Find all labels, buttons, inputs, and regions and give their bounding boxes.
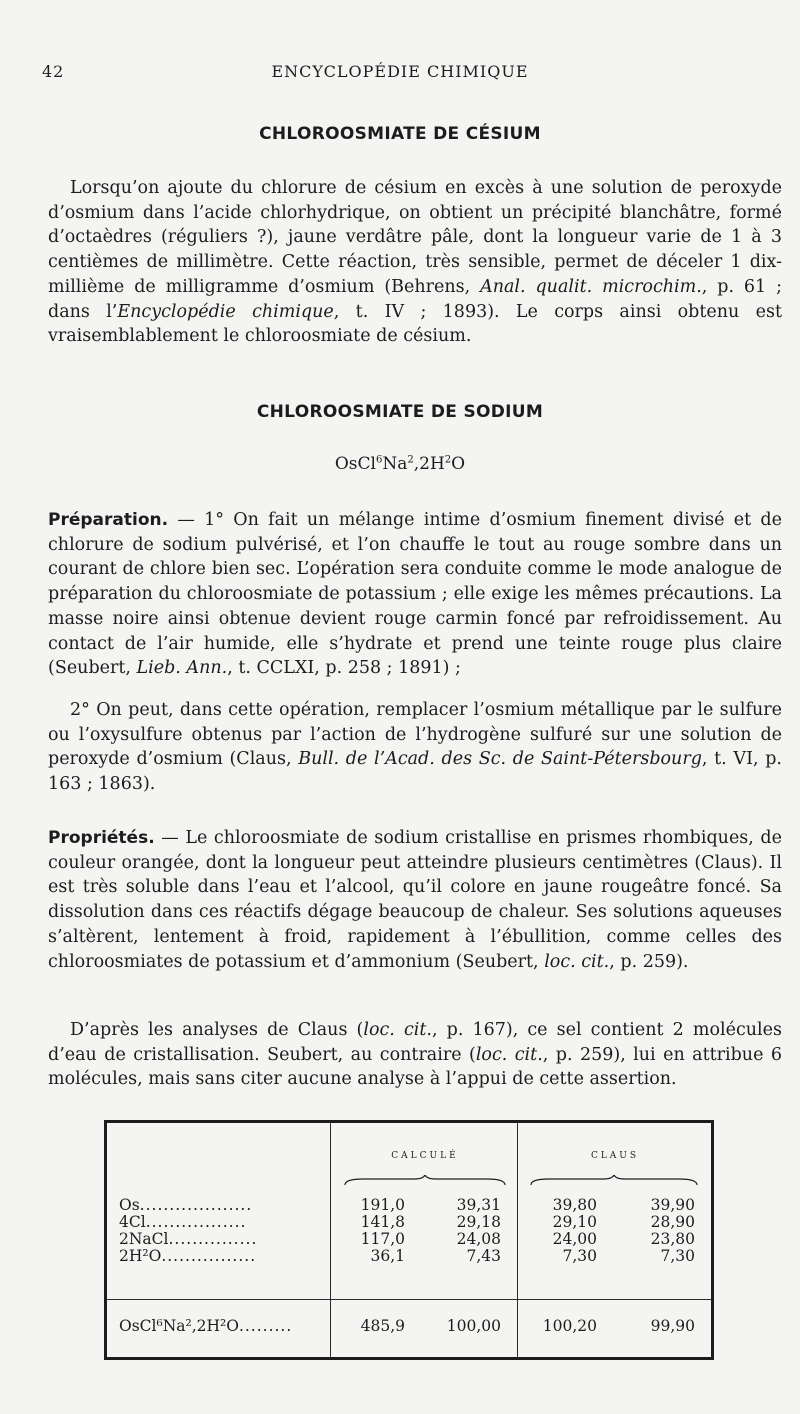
total-calc-1: 485,9 xyxy=(360,1317,405,1335)
cell: 29,10 xyxy=(552,1213,597,1231)
leader-dots: ......... xyxy=(238,1317,293,1335)
cell: 39,90 xyxy=(650,1196,695,1214)
text: , p. 167), ce sel contient 2 molécules d’eau de cristallisation. Seubert, au contraire ( xyxy=(48,1020,782,1065)
leader-dots: ............... xyxy=(168,1230,258,1248)
formula-sup: 2 xyxy=(444,454,452,466)
cell: 24,08 xyxy=(456,1230,501,1248)
text: , p. 61 ; dans l’ xyxy=(48,276,782,322)
formula-sup: 6 xyxy=(375,454,383,466)
paragraph-analyses xyxy=(48,1018,782,1092)
citation: Anal. qualit. microchim. xyxy=(480,276,702,297)
text: — 1° On fait un mélange intime d’osmium finement divisé et de chlorure de sodium pulvérisé, et l’on chauffe le tout au rouge sombre dans un courant de chlore bien sec. L’opération sera conduite comme le mode analogue de préparation du chloroosmiate de potassium ; elle exige les mêmes précautions. La masse noire ainsi obtenue devient rouge carmin foncé par refroidissement. Au contact de l’air humide, elle s’hydrate et prend une teinte rouge plus claire (Seubert, xyxy=(48,510,782,679)
cell: 7,43 xyxy=(466,1247,501,1265)
text: , t. CCLXI, p. 258 ; 1891) ; xyxy=(227,658,461,679)
cell: 39,80 xyxy=(552,1196,597,1214)
group-brace-calcule xyxy=(343,1175,507,1187)
citation: Bull. de l’Acad. des Sc. de Saint-Pétersbourg xyxy=(298,749,702,770)
paragraph-cesium xyxy=(48,176,782,349)
row-label: OsCl⁶Na²,2H²O xyxy=(119,1317,239,1335)
running-header xyxy=(42,62,758,86)
text: D’après les analyses de Claus ( xyxy=(70,1020,364,1040)
cell: 23,80 xyxy=(650,1230,695,1248)
column-rule xyxy=(330,1123,331,1357)
table-row-label xyxy=(119,1214,257,1231)
citation: Lieb. Ann. xyxy=(136,658,228,679)
leader-dots: ................ xyxy=(161,1247,257,1265)
cell: 24,00 xyxy=(552,1230,597,1248)
section-title-sodium: CHLOROOSMIATE DE SODIUM xyxy=(256,402,544,422)
group-header-claus: CLAUS xyxy=(590,1151,640,1161)
row-label: 4Cl xyxy=(119,1213,146,1231)
column-rule xyxy=(517,1123,518,1357)
total-row-label xyxy=(119,1317,292,1335)
text: Lorsqu’on ajoute du chlorure de césium en excès à une solution de peroxyde d’osmium dans l’acide chlorhydrique, on obtient un précipité blanchâtre, formé d’octaèdres (réguliers ?), jaune verdâtre pâle, dont la longueur varie de 1 à 3 centièmes de millimètre. Cette réaction, très sensible, permet de déceler 1 dix-millième de milligramme d’osmium (Behrens, xyxy=(48,178,782,297)
row-label: 2H²O xyxy=(119,1247,162,1265)
group-brace-claus xyxy=(529,1175,699,1187)
column-claus-1 xyxy=(527,1197,597,1265)
table-row-label xyxy=(119,1197,257,1214)
analysis-table xyxy=(104,1120,714,1360)
column-calc-2 xyxy=(427,1197,501,1265)
total-claus-1: 100,20 xyxy=(542,1317,597,1335)
paragraph-properties xyxy=(48,826,782,974)
running-title: ENCYCLOPÉDIE CHIMIQUE xyxy=(271,62,529,81)
text: , p. 259), lui en attribue 6 molécules, mais sans citer aucune analyse à l’appui de cette assertion. xyxy=(48,1044,782,1090)
row-label: Os xyxy=(119,1196,140,1214)
section-title-cesium: CHLOROOSMIATE DE CÉSIUM xyxy=(259,124,541,144)
cell: 36,1 xyxy=(370,1247,405,1265)
formula-part: OsCl xyxy=(334,454,376,474)
cell: 29,18 xyxy=(456,1213,501,1231)
formula-sup: 2 xyxy=(407,454,414,466)
page-number: 42 xyxy=(42,62,65,81)
total-calc-2: 100,00 xyxy=(446,1317,501,1335)
cell: 7,30 xyxy=(660,1247,695,1265)
column-calc-1 xyxy=(337,1197,405,1265)
paragraph-lead: Propriétés. xyxy=(48,828,155,848)
row-labels xyxy=(119,1197,257,1265)
citation: loc. cit. xyxy=(363,1020,432,1040)
cell: 39,31 xyxy=(456,1196,501,1214)
group-header-calcule: CALCULÉ xyxy=(391,1151,459,1161)
text: , t. VI, p. 163 ; 1863). xyxy=(48,749,782,795)
text: , p. 259). xyxy=(609,951,689,972)
citation: loc. cit. xyxy=(544,951,610,972)
cell: 7,30 xyxy=(562,1247,597,1265)
paragraph-lead: Préparation. xyxy=(48,510,169,530)
column-claus-2 xyxy=(617,1197,695,1265)
table-row-label xyxy=(119,1248,257,1265)
row-label: 2NaCl xyxy=(119,1230,169,1248)
formula-part: ,2H xyxy=(413,454,445,474)
cell: 141,8 xyxy=(360,1213,405,1231)
text: — Le chloroosmiate de sodium cristallise en prismes rhombiques, de couleur orangée, dont la longueur peut atteindre plusieurs centimètres (Claus). Il est très soluble dans l’eau et l’alcool, qu’il colore en jaune rougeâtre foncé. Sa dissolution dans ces réactifs dégage beaucoup de chaleur. Ses solutions aqueuses s’altèrent, lentement à froid, rapidement à l’ébullition, comme celles des chloroosmiates de potassium et d’ammonium (Seubert, xyxy=(48,828,782,972)
formula-part: O xyxy=(451,454,466,474)
formula-part: Na xyxy=(382,454,408,474)
leader-dots: ................... xyxy=(139,1196,253,1214)
total-claus-2: 99,90 xyxy=(650,1317,695,1335)
leader-dots: ................. xyxy=(145,1213,247,1231)
table-row-label xyxy=(119,1231,257,1248)
citation: loc. cit. xyxy=(475,1044,543,1065)
chemical-formula xyxy=(40,454,760,474)
cell: 117,0 xyxy=(360,1230,405,1248)
total-rule xyxy=(107,1299,711,1300)
citation: Encyclopédie chimique xyxy=(117,301,334,322)
paragraph-preparation-2 xyxy=(48,698,782,797)
text: , t. IV ; 1893). Le corps ainsi obtenu est vraisemblablement le chloroosmiate de césium. xyxy=(48,301,782,347)
text: 2° On peut, dans cette opération, remplacer l’osmium métallique par le sulfure ou l’oxysulfure obtenus par l’action de l’hydrogène sulfuré sur une solution de peroxyde d’osmium (Claus, xyxy=(48,700,782,770)
cell: 191,0 xyxy=(360,1196,405,1214)
cell: 28,90 xyxy=(650,1213,695,1231)
paragraph-preparation xyxy=(48,508,782,681)
